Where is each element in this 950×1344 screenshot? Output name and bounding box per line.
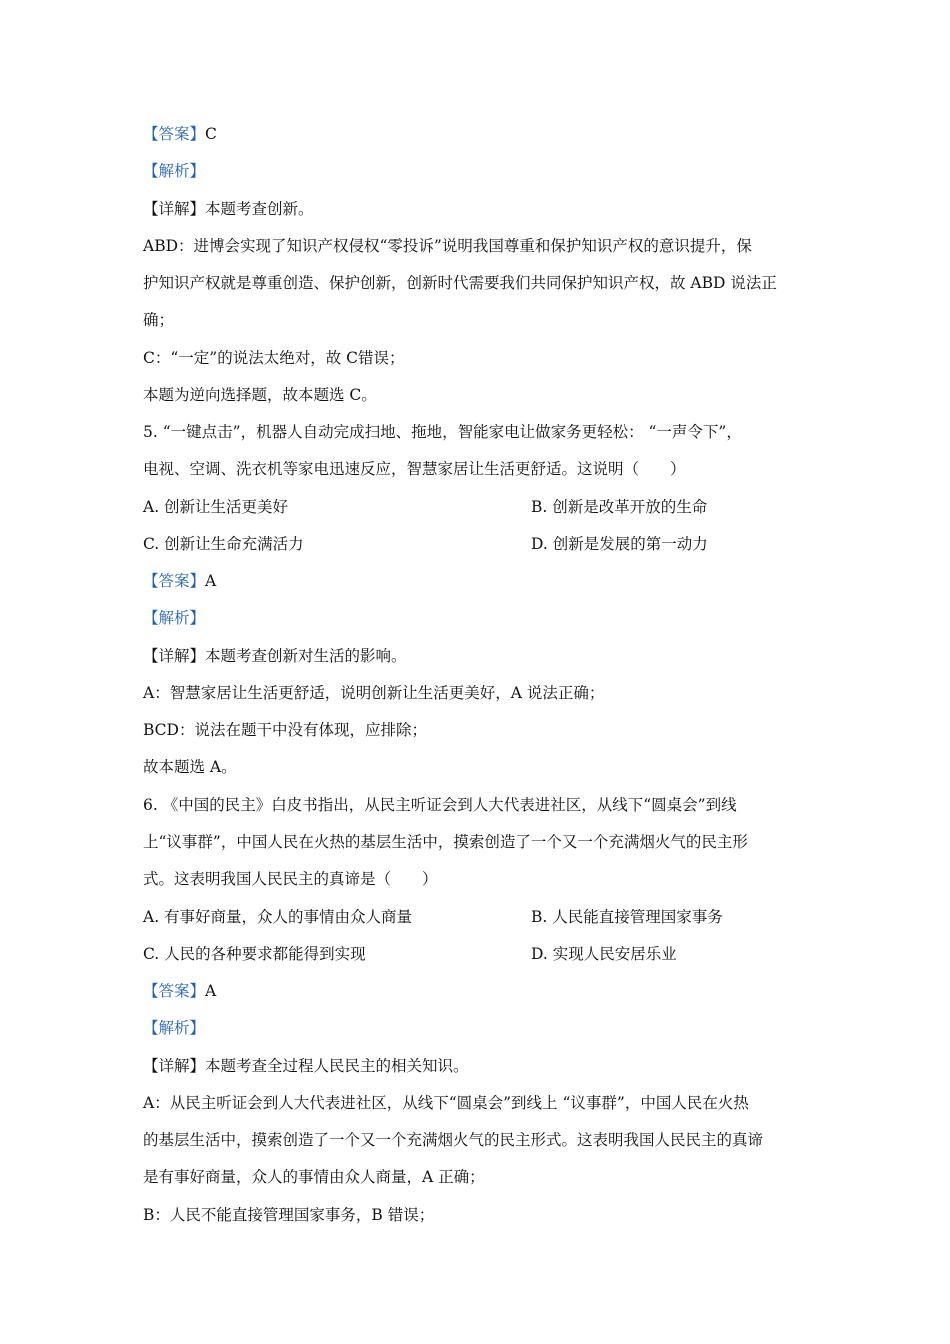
q4-explain-line: ABD：进博会实现了知识产权侵权“零投诉”说明我国尊重和保护知识产权的意识提升，保 xyxy=(143,237,752,255)
q6-explain-line: A：从民主听证会到人大代表进社区，从线下“圆桌会”到线上 “议事群”，中国人民在火热 xyxy=(143,1094,749,1112)
q6-explain-line: B：人民不能直接管理国家事务，B 错误； xyxy=(143,1206,435,1224)
detail-label: 【详解】 xyxy=(143,1057,206,1075)
q5-detail xyxy=(143,646,407,666)
q4-explain-line: C：“一定”的说法太绝对，故 C错误； xyxy=(143,349,405,367)
q5-analysis-label: 【解析】 xyxy=(143,609,206,627)
detail-text: 本题考查创新对生活的影响。 xyxy=(205,647,407,665)
answer-label: 【答案】 xyxy=(143,572,206,590)
q6-stem-line: 上“议事群”，中国人民在火热的基层生活中，摸索创造了一个又一个充满烟火气的民主形 xyxy=(143,833,748,851)
q4-answer xyxy=(143,124,217,144)
q6-detail xyxy=(143,1056,469,1076)
q4-explain-line: 确； xyxy=(143,311,175,329)
q5-explain-line: 故本题选 A。 xyxy=(143,758,237,776)
q4-analysis-label: 【解析】 xyxy=(143,162,206,180)
q6-explain-line: 是有事好商量，众人的事情由众人商量，A 正确； xyxy=(143,1168,485,1186)
answer-value: A xyxy=(205,982,217,1000)
answer-value: A xyxy=(205,572,217,590)
q5-option-d: D. 创新是发展的第一动力 xyxy=(531,535,708,553)
q4-explain-line: 本题为逆向选择题，故本题选 C。 xyxy=(143,386,377,404)
q5-explain-line: A：智慧家居让生活更舒适，说明创新让生活更美好，A 说法正确； xyxy=(143,684,605,702)
q5-option-a: A. 创新让生活更美好 xyxy=(143,498,289,516)
q5-option-c: C. 创新让生命充满活力 xyxy=(143,535,304,553)
q6-stem-line: 6. 《中国的民主》白皮书指出，从民主听证会到人大代表进社区，从线下“圆桌会”到线 xyxy=(143,796,737,814)
q4-detail xyxy=(143,199,314,219)
detail-label: 【详解】 xyxy=(143,200,206,218)
detail-text: 本题考查创新。 xyxy=(205,200,314,218)
answer-label: 【答案】 xyxy=(143,982,206,1000)
q5-answer xyxy=(143,571,216,591)
q6-answer xyxy=(143,981,216,1001)
q6-option-d: D. 实现人民安居乐业 xyxy=(531,945,677,963)
q6-stem-line: 式。这表明我国人民民主的真谛是（ ） xyxy=(143,870,438,888)
q5-stem-line: 电视、空调、洗衣机等家电迅速反应，智慧家居让生活更舒适。这说明（ ） xyxy=(143,460,686,478)
q6-explain-line: 的基层生活中，摸索创造了一个又一个充满烟火气的民主形式。这表明我国人民民主的真谛 xyxy=(143,1131,764,1149)
q6-option-c: C. 人民的各种要求都能得到实现 xyxy=(143,945,366,963)
q6-option-a: A. 有事好商量，众人的事情由众人商量 xyxy=(143,908,413,926)
q4-explain-line: 护知识产权就是尊重创造、保护创新，创新时代需要我们共同保护知识产权，故 ABD 说法正 xyxy=(143,274,777,292)
q5-option-b: B. 创新是改革开放的生命 xyxy=(531,498,708,516)
detail-label: 【详解】 xyxy=(143,647,206,665)
q5-stem-line: 5. “一键点击”，机器人自动完成扫地、拖地，智能家电让做家务更轻松： “一声令下”， xyxy=(143,423,742,441)
answer-value: C xyxy=(205,125,217,143)
q6-analysis-label: 【解析】 xyxy=(143,1019,206,1037)
detail-text: 本题考查全过程人民民主的相关知识。 xyxy=(205,1057,469,1075)
q6-option-b: B. 人民能直接管理国家事务 xyxy=(531,908,723,926)
q5-explain-line: BCD：说法在题干中没有体现，应排除； xyxy=(143,721,427,739)
answer-label: 【答案】 xyxy=(143,125,206,143)
